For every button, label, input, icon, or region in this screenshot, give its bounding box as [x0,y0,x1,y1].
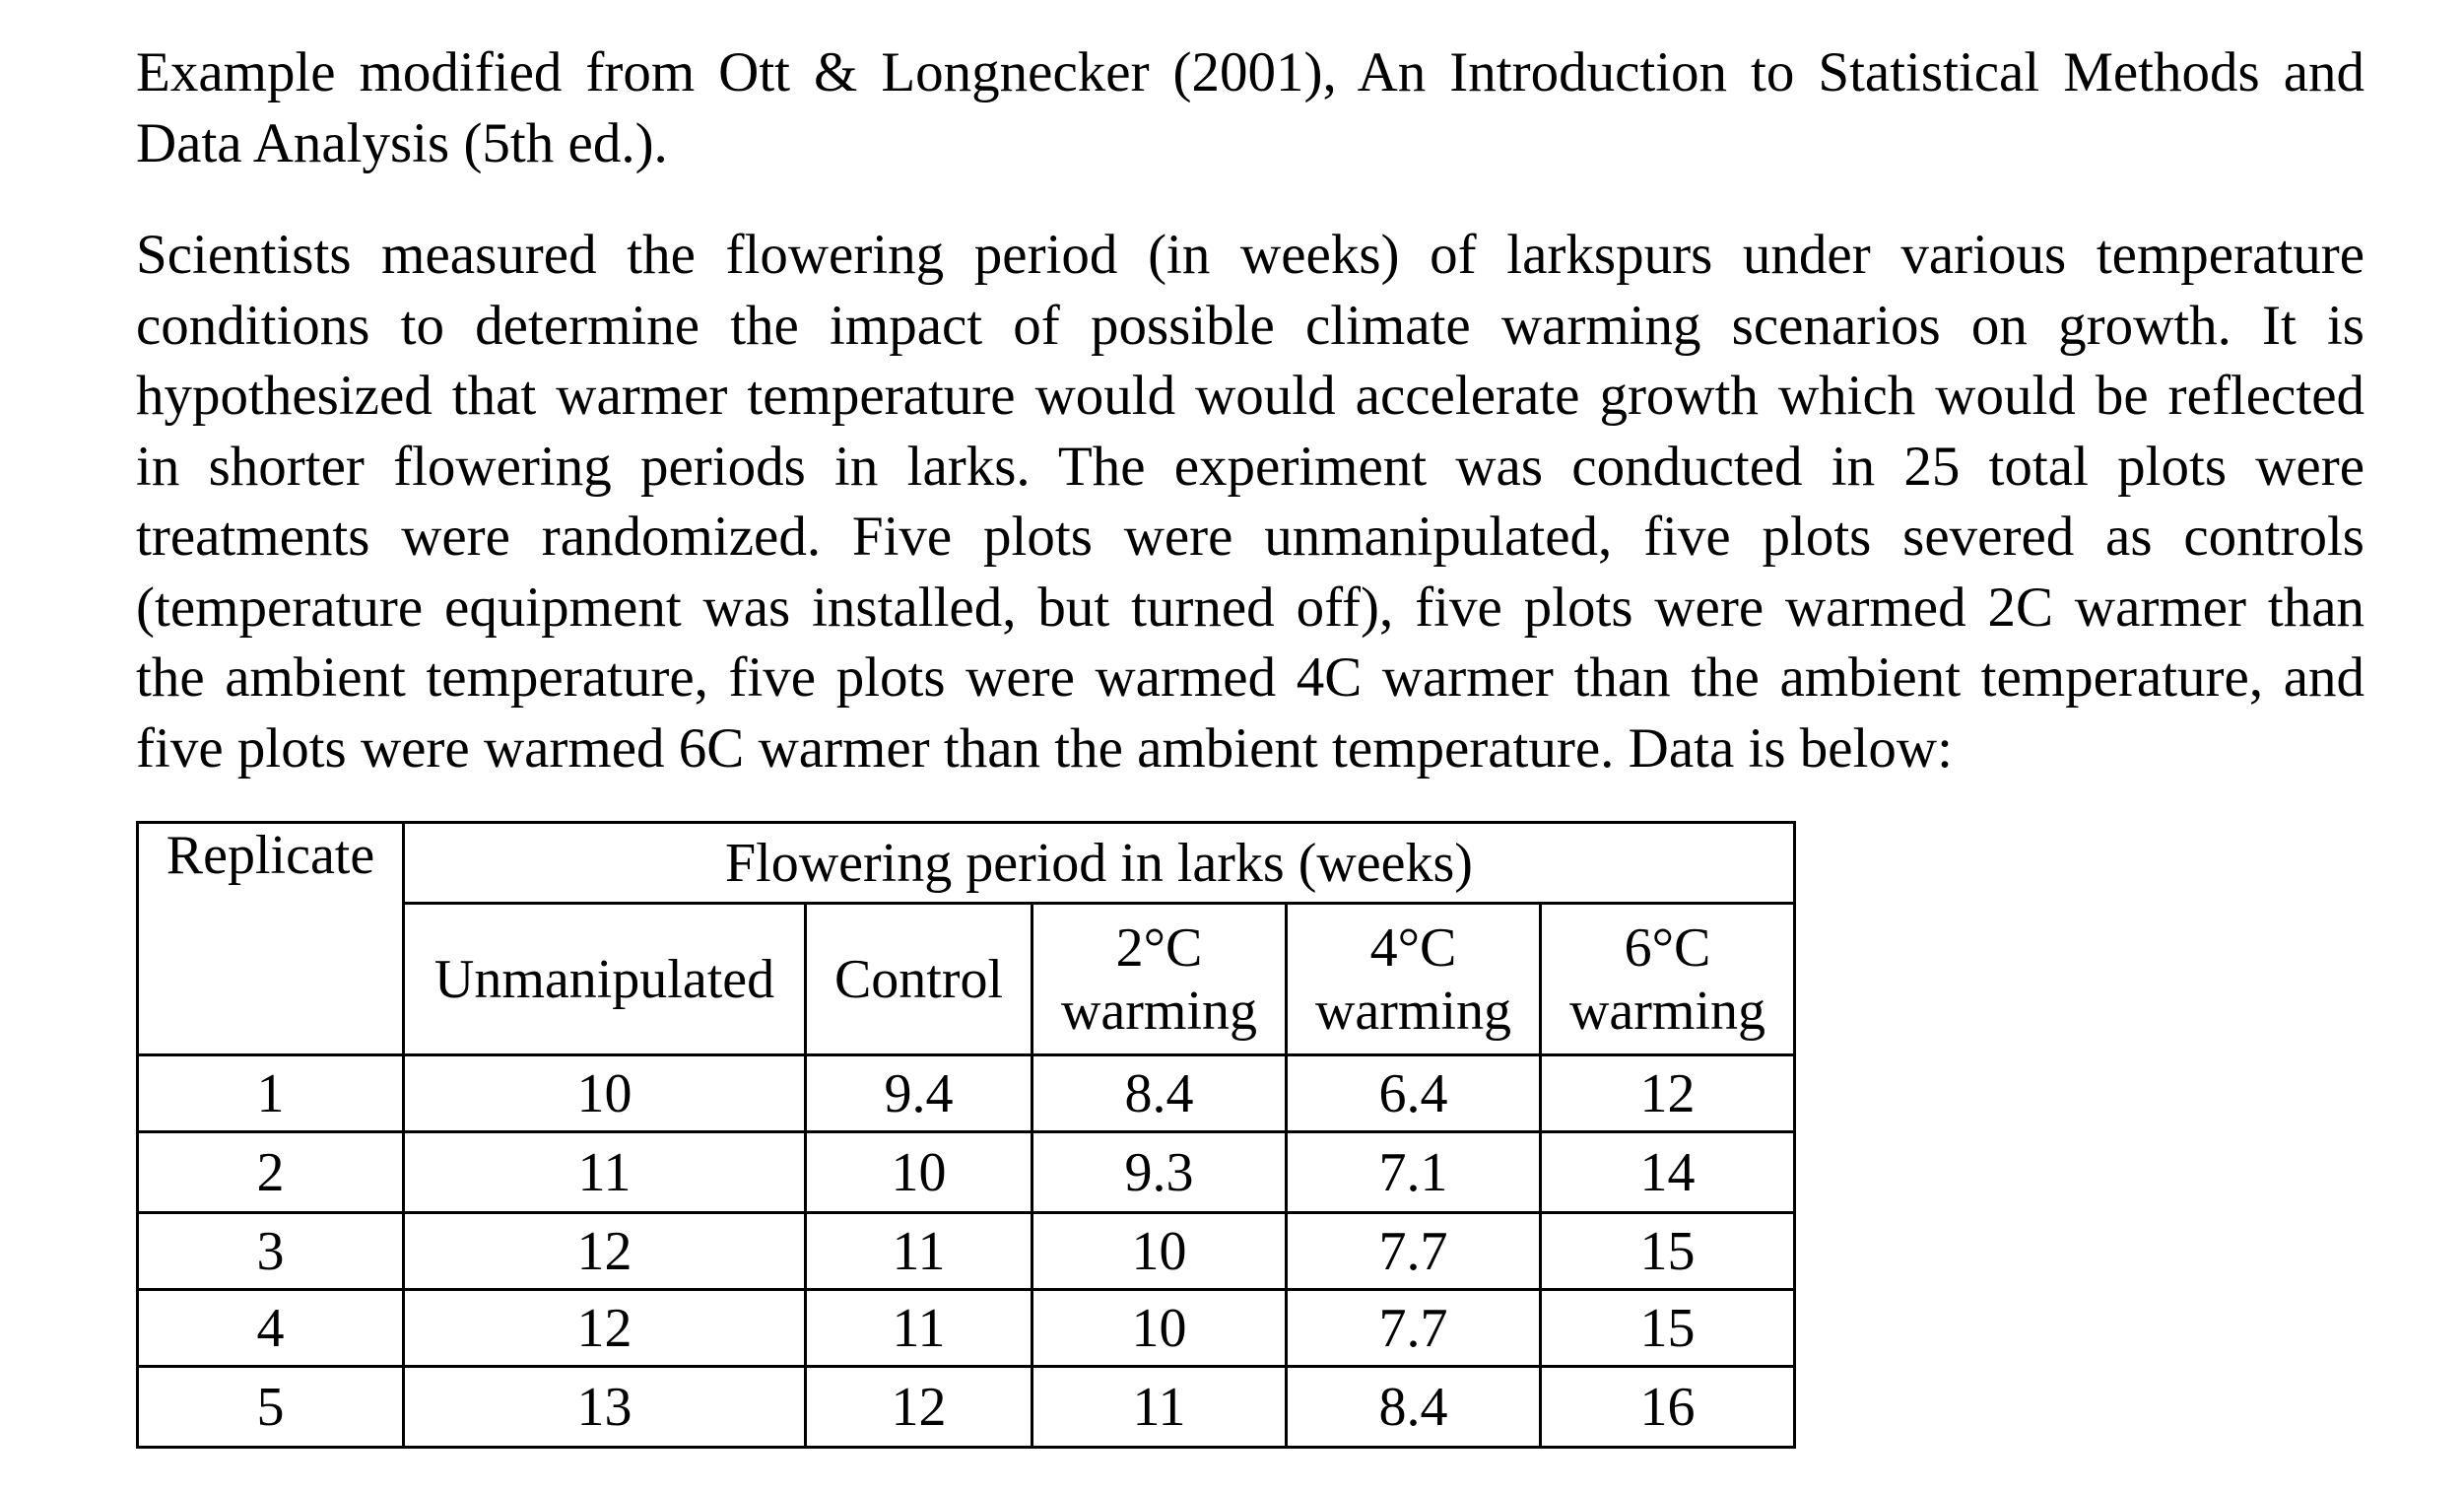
table-cell: 10 [1032,1213,1287,1290]
table-cell: 8.4 [1287,1367,1541,1448]
column-header-label: 2°C [1115,916,1203,979]
description-line: five plots were warmed 6C warmer than the ambient temperature. Data is below: [136,716,1953,780]
description-line: in shorter flowering periods in larks. The experiment was conducted in 25 total plots were [136,435,2364,498]
table-cell: 9.4 [806,1055,1032,1132]
table-cell: 7.1 [1287,1132,1541,1213]
table-cell: 10 [806,1132,1032,1213]
experiment-description [136,220,2364,783]
table-cell: 13 [404,1367,806,1448]
description-line: hypothesized that warmer temperature would would accelerate growth which would be reflected [136,365,2364,427]
description-line: Scientists measured the flowering period (in weeks) of larkspurs under various temperature [136,224,2364,286]
table-cell: 12 [404,1290,806,1367]
table-cell: 12 [1541,1055,1795,1132]
table-header-row [138,823,1795,904]
column-header-unmanipulated [404,904,806,1055]
replicate-cell: 2 [138,1132,404,1213]
table-cell: 15 [1541,1213,1795,1290]
column-header-label: warming [1060,980,1258,1042]
flowering-period-header: Flowering period in larks (weeks) [404,823,1795,904]
table-row [138,1367,1795,1448]
description-line: treatments were randomized. Five plots were unmanipulated, five plots severed as controls [136,506,2364,568]
source-citation [136,37,2364,178]
column-header-2c-warming [1032,904,1287,1055]
description-line: the ambient temperature, five plots were warmed 4C warmer than the ambient temperature, and [136,646,2364,709]
replicate-header: Replicate [138,823,404,1055]
table-cell: 7.7 [1287,1290,1541,1367]
column-header-label: warming [1568,980,1766,1042]
replicate-cell: 5 [138,1367,404,1448]
flowering-data-table [136,821,1796,1449]
table-cell: 10 [404,1055,806,1132]
table-row [138,1055,1795,1132]
table-row [138,1132,1795,1213]
description-line: (temperature equipment was installed, but turned off), five plots were warmed 2C warmer than [136,576,2364,639]
table-cell: 11 [1032,1367,1287,1448]
table-cell: 9.3 [1032,1132,1287,1213]
table-cell: 10 [1032,1290,1287,1367]
source-line-2: Data Analysis (5th ed.). [136,111,668,174]
table-cell: 15 [1541,1290,1795,1367]
table-row [138,1290,1795,1367]
replicate-cell: 1 [138,1055,404,1132]
column-header-control [806,904,1032,1055]
replicate-cell: 4 [138,1290,404,1367]
column-header-label: Control [833,948,1004,1010]
column-header-label: warming [1314,980,1512,1042]
column-header-label: 6°C [1624,916,1711,979]
table-cell: 11 [806,1213,1032,1290]
replicate-cell: 3 [138,1213,404,1290]
column-header-4c-warming [1287,904,1541,1055]
table-cell: 7.7 [1287,1213,1541,1290]
table-cell: 6.4 [1287,1055,1541,1132]
table-cell: 11 [404,1132,806,1213]
table-cell: 12 [806,1367,1032,1448]
table-row [138,1213,1795,1290]
description-line: conditions to determine the impact of possible climate warming scenarios on growth. It is [136,294,2364,357]
column-header-6c-warming [1541,904,1795,1055]
source-line-1: Example modified from Ott & Longnecker (2001), An Introduction to Statistical Methods and [136,41,2364,103]
table-cell: 11 [806,1290,1032,1367]
table-cell: 8.4 [1032,1055,1287,1132]
column-header-label: Unmanipulated [433,948,775,1010]
table-cell: 16 [1541,1367,1795,1448]
table-cell: 12 [404,1213,806,1290]
table-cell: 14 [1541,1132,1795,1213]
column-header-label: 4°C [1369,916,1457,979]
